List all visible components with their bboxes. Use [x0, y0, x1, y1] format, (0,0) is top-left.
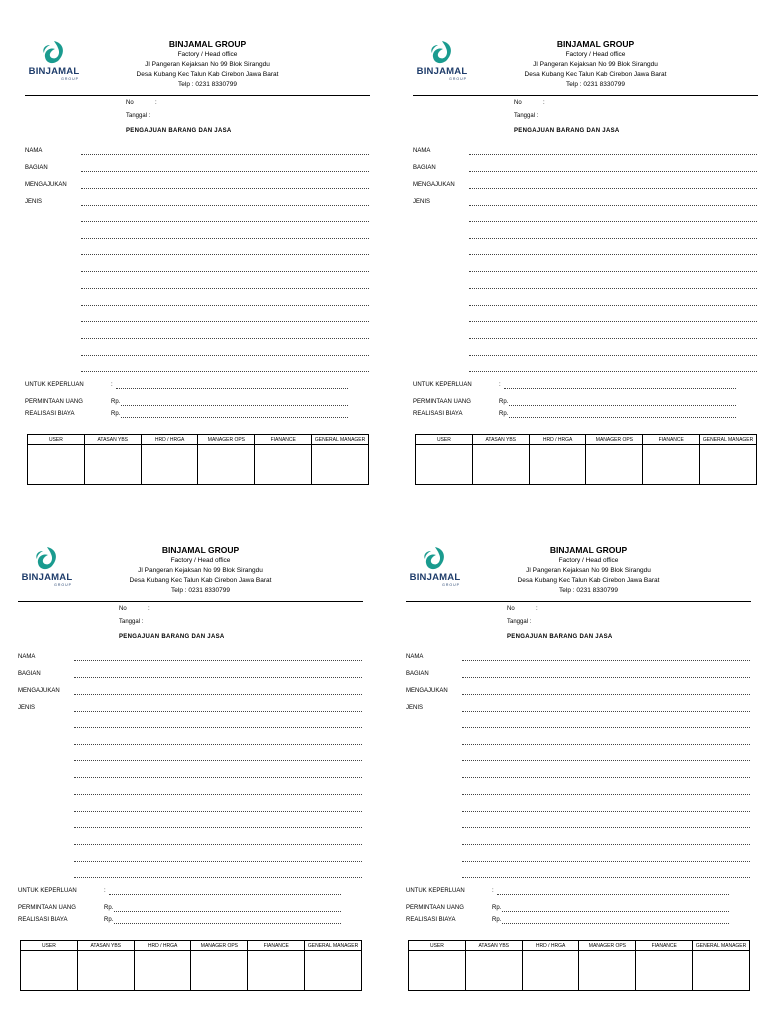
- untuk-keperluan-label: UNTUK KEPERLUAN: [18, 888, 77, 894]
- company-address-line1: Jl Pangeran Kejaksan No 99 Blok Sirangdu: [533, 61, 658, 68]
- jenis-field-line-11[interactable]: [74, 877, 362, 878]
- bagian-label: BAGIAN: [25, 165, 48, 171]
- company-phone: Telp : 0231 8330799: [559, 587, 618, 594]
- realisasi-biaya-label: REALISASI BIAYA: [25, 411, 75, 417]
- permintaan-uang-label: PERMINTAAN UANG: [413, 399, 471, 405]
- signature-table: [408, 940, 750, 991]
- form-top-left: [25, 39, 370, 499]
- sig-cell-atasan[interactable]: [84, 445, 141, 485]
- sig-header-user: USER: [416, 435, 473, 445]
- jenis-field-line-5[interactable]: [462, 777, 750, 778]
- jenis-field-line-1[interactable]: [462, 711, 750, 712]
- no-colon: :: [148, 606, 150, 612]
- sig-header-hrd: HRD / HRGA: [141, 435, 198, 445]
- signature-table: [27, 434, 369, 485]
- company-office: Factory / Head office: [170, 557, 231, 564]
- jenis-field-line-8[interactable]: [81, 321, 369, 322]
- sig-cell-finance[interactable]: [643, 445, 700, 485]
- mengajukan-field[interactable]: [81, 188, 369, 189]
- jenis-label: JENIS: [25, 199, 43, 205]
- jenis-field-line-2[interactable]: [462, 727, 750, 728]
- sig-header-hrd: HRD / HRGA: [522, 941, 579, 951]
- company-logo: [18, 545, 76, 593]
- jenis-label: JENIS: [406, 705, 424, 711]
- jenis-field-line-10[interactable]: [81, 355, 369, 356]
- jenis-field-line-3[interactable]: [74, 744, 362, 745]
- realisasi-rp: Rp.: [111, 411, 121, 417]
- company-name: BINJAMAL GROUP: [168, 39, 247, 49]
- form-bottom-right: [406, 545, 751, 1005]
- company-address-line2: Desa Kubang Kec Talun Kab Cirebon Jawa Barat: [129, 577, 272, 584]
- tanggal-label: Tanggal :: [514, 113, 539, 119]
- letterhead: [466, 545, 711, 596]
- untuk-keperluan-field[interactable]: [497, 894, 729, 895]
- logo-wordmark: BINJAMAL: [416, 66, 468, 77]
- mengajukan-label: MENGAJUKAN: [18, 688, 60, 694]
- bagian-label: BAGIAN: [413, 165, 436, 171]
- tanggal-label: Tanggal :: [119, 619, 144, 625]
- jenis-field-line-6[interactable]: [81, 288, 369, 289]
- company-logo: [406, 545, 464, 593]
- jenis-field-line-6[interactable]: [462, 794, 750, 795]
- nama-label: NAMA: [406, 654, 424, 660]
- no-colon: :: [543, 100, 545, 106]
- jenis-field-line-9[interactable]: [462, 844, 750, 845]
- sig-header-user: USER: [409, 941, 466, 951]
- tanggal-label: Tanggal :: [126, 113, 151, 119]
- sig-header-gm: GENERAL MANAGER: [312, 435, 369, 445]
- nama-field[interactable]: [462, 660, 750, 661]
- mengajukan-label: MENGAJUKAN: [25, 182, 67, 188]
- sig-cell-hrd[interactable]: [522, 951, 579, 991]
- permintaan-rp: Rp.: [499, 399, 509, 405]
- no-label: No: [119, 606, 127, 612]
- leaf-logo-icon: [426, 39, 458, 67]
- jenis-field-line-10[interactable]: [469, 355, 757, 356]
- permintaan-uang-label: PERMINTAAN UANG: [18, 905, 76, 911]
- sig-cell-user[interactable]: [409, 951, 466, 991]
- realisasi-biaya-field[interactable]: [509, 417, 736, 418]
- form-top-right: [413, 39, 758, 499]
- untuk-keperluan-colon: :: [499, 382, 501, 388]
- sig-cell-finance[interactable]: [248, 951, 305, 991]
- sig-cell-manager-ops[interactable]: [586, 445, 643, 485]
- sig-header-manager-ops: MANAGER OPS: [198, 435, 255, 445]
- jenis-field-line-3[interactable]: [462, 744, 750, 745]
- sig-cell-manager-ops[interactable]: [191, 951, 248, 991]
- jenis-field-line-6[interactable]: [469, 288, 757, 289]
- nama-field[interactable]: [469, 154, 757, 155]
- company-phone: Telp : 0231 8330799: [566, 81, 625, 88]
- company-address-line2: Desa Kubang Kec Talun Kab Cirebon Jawa Barat: [517, 577, 660, 584]
- form-title: PENGAJUAN BARANG DAN JASA: [514, 128, 620, 134]
- jenis-field-line-1[interactable]: [469, 205, 757, 206]
- jenis-label: JENIS: [413, 199, 431, 205]
- sig-cell-manager-ops[interactable]: [198, 445, 255, 485]
- sig-cell-atasan[interactable]: [472, 445, 529, 485]
- jenis-field-line-10[interactable]: [462, 861, 750, 862]
- jenis-field-line-8[interactable]: [469, 321, 757, 322]
- jenis-field-line-3[interactable]: [469, 238, 757, 239]
- nama-field[interactable]: [74, 660, 362, 661]
- logo-subtext: GROUP: [61, 77, 79, 81]
- bagian-field[interactable]: [81, 171, 369, 172]
- permintaan-uang-label: PERMINTAAN UANG: [406, 905, 464, 911]
- jenis-label: JENIS: [18, 705, 36, 711]
- jenis-field-line-10[interactable]: [74, 861, 362, 862]
- mengajukan-field[interactable]: [469, 188, 757, 189]
- mengajukan-field[interactable]: [462, 694, 750, 695]
- untuk-keperluan-label: UNTUK KEPERLUAN: [25, 382, 84, 388]
- bagian-field[interactable]: [469, 171, 757, 172]
- header-divider: [25, 95, 370, 96]
- sig-header-manager-ops: MANAGER OPS: [586, 435, 643, 445]
- permintaan-rp: Rp.: [492, 905, 502, 911]
- no-label: No: [514, 100, 522, 106]
- permintaan-uang-field[interactable]: [509, 405, 736, 406]
- jenis-field-line-9[interactable]: [81, 338, 369, 339]
- sig-cell-finance[interactable]: [255, 445, 312, 485]
- jenis-field-line-1[interactable]: [81, 205, 369, 206]
- nama-field[interactable]: [81, 154, 369, 155]
- permintaan-uang-field[interactable]: [121, 405, 348, 406]
- permintaan-uang-field[interactable]: [114, 911, 341, 912]
- bagian-label: BAGIAN: [18, 671, 41, 677]
- untuk-keperluan-label: UNTUK KEPERLUAN: [413, 382, 472, 388]
- jenis-field-line-5[interactable]: [81, 271, 369, 272]
- sig-cell-hrd[interactable]: [141, 445, 198, 485]
- sig-cell-hrd[interactable]: [529, 445, 586, 485]
- logo-wordmark: BINJAMAL: [21, 572, 73, 583]
- jenis-field-line-7[interactable]: [462, 811, 750, 812]
- sig-cell-atasan[interactable]: [77, 951, 134, 991]
- sig-header-finance: FIANANCE: [255, 435, 312, 445]
- company-address-line1: Jl Pangeran Kejaksan No 99 Blok Sirangdu: [526, 567, 651, 574]
- untuk-keperluan-field[interactable]: [504, 388, 736, 389]
- logo-subtext: GROUP: [442, 583, 460, 587]
- sig-header-gm: GENERAL MANAGER: [693, 941, 750, 951]
- jenis-field-line-7[interactable]: [74, 811, 362, 812]
- untuk-keperluan-colon: :: [492, 888, 494, 894]
- jenis-field-line-1[interactable]: [74, 711, 362, 712]
- sig-header-gm: GENERAL MANAGER: [305, 941, 362, 951]
- logo-wordmark: BINJAMAL: [28, 66, 80, 77]
- sig-header-hrd: HRD / HRGA: [529, 435, 586, 445]
- permintaan-uang-label: PERMINTAAN UANG: [25, 399, 83, 405]
- untuk-keperluan-field[interactable]: [109, 894, 341, 895]
- company-logo: [25, 39, 83, 87]
- sig-cell-finance[interactable]: [636, 951, 693, 991]
- sig-cell-user[interactable]: [28, 445, 85, 485]
- sig-header-user: USER: [28, 435, 85, 445]
- form-bottom-left: [18, 545, 363, 1005]
- untuk-keperluan-label: UNTUK KEPERLUAN: [406, 888, 465, 894]
- company-address-line1: Jl Pangeran Kejaksan No 99 Blok Sirangdu: [145, 61, 270, 68]
- signature-table: [415, 434, 757, 485]
- form-title: PENGAJUAN BARANG DAN JASA: [119, 634, 225, 640]
- realisasi-biaya-field[interactable]: [114, 923, 341, 924]
- no-colon: :: [536, 606, 538, 612]
- mengajukan-label: MENGAJUKAN: [413, 182, 455, 188]
- company-name: BINJAMAL GROUP: [549, 545, 628, 555]
- permintaan-uang-field[interactable]: [502, 911, 729, 912]
- jenis-field-line-11[interactable]: [462, 877, 750, 878]
- letterhead: [78, 545, 323, 596]
- realisasi-biaya-label: REALISASI BIAYA: [413, 411, 463, 417]
- jenis-field-line-5[interactable]: [469, 271, 757, 272]
- header-divider: [18, 601, 363, 602]
- sig-cell-gm[interactable]: [693, 951, 750, 991]
- leaf-logo-icon: [31, 545, 63, 573]
- company-logo: [413, 39, 471, 87]
- form-title: PENGAJUAN BARANG DAN JASA: [126, 128, 232, 134]
- sig-header-gm: GENERAL MANAGER: [700, 435, 757, 445]
- jenis-field-line-2[interactable]: [74, 727, 362, 728]
- header-divider: [406, 601, 751, 602]
- mengajukan-field[interactable]: [74, 694, 362, 695]
- jenis-field-line-5[interactable]: [74, 777, 362, 778]
- sig-cell-atasan[interactable]: [465, 951, 522, 991]
- jenis-field-line-4[interactable]: [81, 254, 369, 255]
- untuk-keperluan-colon: :: [111, 382, 113, 388]
- sig-header-hrd: HRD / HRGA: [134, 941, 191, 951]
- realisasi-biaya-label: REALISASI BIAYA: [406, 917, 456, 923]
- sig-cell-gm[interactable]: [312, 445, 369, 485]
- tanggal-label: Tanggal :: [507, 619, 532, 625]
- mengajukan-label: MENGAJUKAN: [406, 688, 448, 694]
- nama-label: NAMA: [25, 148, 43, 154]
- sig-header-manager-ops: MANAGER OPS: [579, 941, 636, 951]
- letterhead: [85, 39, 330, 90]
- sig-cell-user[interactable]: [416, 445, 473, 485]
- header-divider: [413, 95, 758, 96]
- jenis-field-line-4[interactable]: [74, 760, 362, 761]
- company-office: Factory / Head office: [565, 51, 626, 58]
- jenis-field-line-8[interactable]: [74, 827, 362, 828]
- sig-header-atasan: ATASAN YBS: [465, 941, 522, 951]
- logo-subtext: GROUP: [449, 77, 467, 81]
- leaf-logo-icon: [38, 39, 70, 67]
- sig-header-user: USER: [21, 941, 78, 951]
- company-name: BINJAMAL GROUP: [161, 545, 240, 555]
- bagian-label: BAGIAN: [406, 671, 429, 677]
- company-phone: Telp : 0231 8330799: [171, 587, 230, 594]
- sig-cell-gm[interactable]: [305, 951, 362, 991]
- realisasi-rp: Rp.: [499, 411, 509, 417]
- company-phone: Telp : 0231 8330799: [178, 81, 237, 88]
- sig-cell-manager-ops[interactable]: [579, 951, 636, 991]
- realisasi-rp: Rp.: [492, 917, 502, 923]
- sig-cell-hrd[interactable]: [134, 951, 191, 991]
- jenis-field-line-4[interactable]: [469, 254, 757, 255]
- realisasi-rp: Rp.: [104, 917, 114, 923]
- sig-header-finance: FIANANCE: [248, 941, 305, 951]
- logo-subtext: GROUP: [54, 583, 72, 587]
- form-title: PENGAJUAN BARANG DAN JASA: [507, 634, 613, 640]
- realisasi-biaya-field[interactable]: [502, 923, 729, 924]
- company-address-line2: Desa Kubang Kec Talun Kab Cirebon Jawa Barat: [136, 71, 279, 78]
- jenis-field-line-6[interactable]: [74, 794, 362, 795]
- company-address-line1: Jl Pangeran Kejaksan No 99 Blok Sirangdu: [138, 567, 263, 574]
- signature-table: [20, 940, 362, 991]
- jenis-field-line-4[interactable]: [462, 760, 750, 761]
- realisasi-biaya-field[interactable]: [121, 417, 348, 418]
- company-address-line2: Desa Kubang Kec Talun Kab Cirebon Jawa Barat: [524, 71, 667, 78]
- permintaan-rp: Rp.: [104, 905, 114, 911]
- jenis-field-line-11[interactable]: [81, 371, 369, 372]
- sig-header-atasan: ATASAN YBS: [84, 435, 141, 445]
- untuk-keperluan-colon: :: [104, 888, 106, 894]
- no-label: No: [507, 606, 515, 612]
- realisasi-biaya-label: REALISASI BIAYA: [18, 917, 68, 923]
- jenis-field-line-2[interactable]: [469, 221, 757, 222]
- untuk-keperluan-field[interactable]: [116, 388, 348, 389]
- sig-header-atasan: ATASAN YBS: [77, 941, 134, 951]
- jenis-field-line-11[interactable]: [469, 371, 757, 372]
- sig-header-finance: FIANANCE: [636, 941, 693, 951]
- sig-header-manager-ops: MANAGER OPS: [191, 941, 248, 951]
- company-name: BINJAMAL GROUP: [556, 39, 635, 49]
- permintaan-rp: Rp.: [111, 399, 121, 405]
- leaf-logo-icon: [419, 545, 451, 573]
- bagian-field[interactable]: [74, 677, 362, 678]
- no-label: No: [126, 100, 134, 106]
- no-colon: :: [155, 100, 157, 106]
- sig-header-atasan: ATASAN YBS: [472, 435, 529, 445]
- jenis-field-line-9[interactable]: [74, 844, 362, 845]
- jenis-field-line-8[interactable]: [462, 827, 750, 828]
- jenis-field-line-3[interactable]: [81, 238, 369, 239]
- jenis-field-line-9[interactable]: [469, 338, 757, 339]
- jenis-field-line-7[interactable]: [81, 305, 369, 306]
- logo-wordmark: BINJAMAL: [409, 572, 461, 583]
- nama-label: NAMA: [18, 654, 36, 660]
- jenis-field-line-7[interactable]: [469, 305, 757, 306]
- sig-header-finance: FIANANCE: [643, 435, 700, 445]
- company-office: Factory / Head office: [177, 51, 238, 58]
- sig-cell-user[interactable]: [21, 951, 78, 991]
- company-office: Factory / Head office: [558, 557, 619, 564]
- jenis-field-line-2[interactable]: [81, 221, 369, 222]
- nama-label: NAMA: [413, 148, 431, 154]
- letterhead: [473, 39, 718, 90]
- bagian-field[interactable]: [462, 677, 750, 678]
- sig-cell-gm[interactable]: [700, 445, 757, 485]
